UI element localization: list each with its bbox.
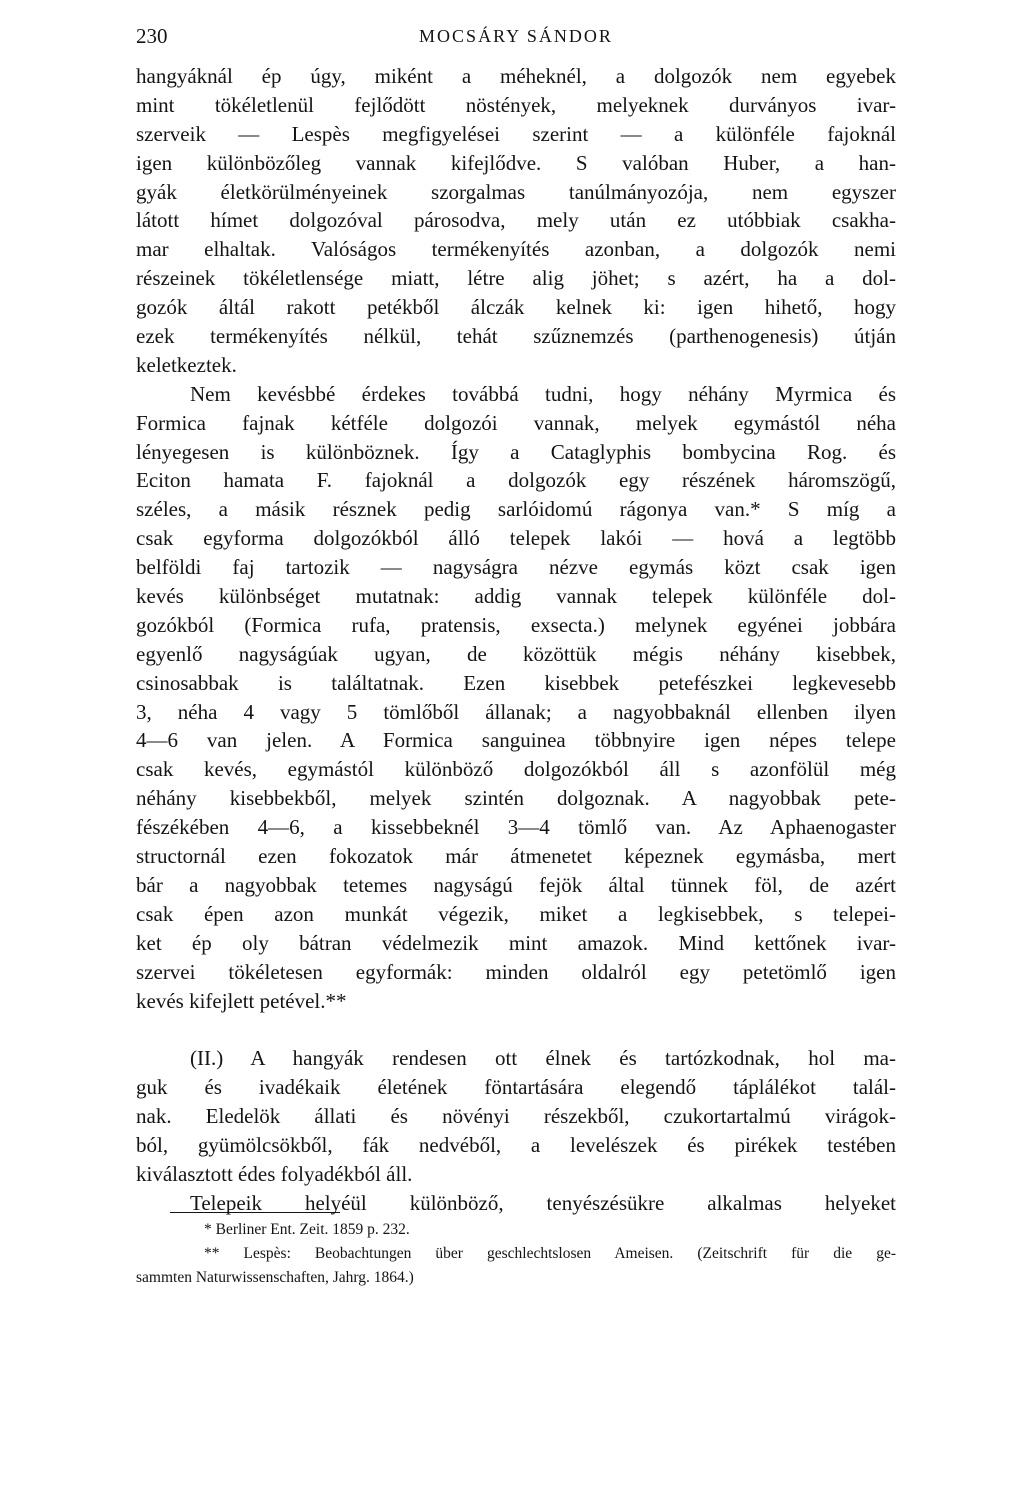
text-line: lényegesen is különböznek. Így a Cataglyphis bombycina Rog. és <box>136 439 896 464</box>
text-line: kiválasztott édes folyadékból áll. <box>136 1161 413 1186</box>
footnote-rule <box>170 1212 340 1213</box>
text-line: látott hímet dolgozóval párosodva, mely után ez utóbbiak csakha- <box>136 208 896 233</box>
text-line: ket ép oly bátran védelmezik mint amazok. Mind kettőnek ivar- <box>136 930 896 955</box>
text-line: Nem kevésbbé érdekes továbbá tudni, hogy néhány Myrmica és <box>190 381 896 406</box>
text-line: kevés különbséget mutatnak: addig vannak telepek különféle dol- <box>136 584 896 609</box>
text-line: Eciton hamata F. fajoknál a dolgozók egy részének háromszögű, <box>136 468 896 493</box>
text-line: ból, gyümölcsökből, fák nedvéből, a levelészek és pirékek testében <box>136 1133 896 1158</box>
text-line: kevés kifejlett petével.** <box>136 988 347 1013</box>
text-line: Telepeik helyéül különböző, tenyészésükre alkalmas helyeket <box>190 1190 896 1215</box>
paragraph-gap <box>136 1015 896 1044</box>
text-line: nak. Eledelök állati és növényi részekből, czukortartalmú virágok- <box>136 1104 896 1129</box>
text-line: csak kevés, egymástól különböző dolgozókból áll s azonfölül még <box>136 757 896 782</box>
text-line: (II.) A hangyák rendesen ott élnek és tartózkodnak, hol ma- <box>190 1046 896 1071</box>
text-line: mar elhaltak. Valóságos termékenyítés azonban, a dolgozók nemi <box>136 237 896 262</box>
text-line: mint tökéletlenül fejlődött nöstények, melyeknek durványos ivar- <box>136 92 896 117</box>
footnote-2-continued: sammten Naturwissenschaften, Jahrg. 1864.) <box>136 1269 414 1286</box>
text-line: guk és ivadékaik életének föntartására elegendő táplálékot talál- <box>136 1075 896 1100</box>
text-line: csinosabbak is találtatnak. Ezen kisebbek petefészkei legkevesebb <box>136 670 896 695</box>
text-line: 4—6 van jelen. A Formica sanguinea többnyire igen népes telepe <box>136 728 896 753</box>
text-line: néhány kisebbekből, melyek szintén dolgoznak. A nagyobbak pete- <box>136 786 896 811</box>
text-line: szervei tökéletesen egyformák: minden oldalról egy petetömlő igen <box>136 959 896 984</box>
text-line: bár a nagyobbak tetemes nagyságú fejök által tünnek föl, de azért <box>136 872 896 897</box>
text-line: keletkeztek. <box>136 352 237 377</box>
text-line: részeinek tökéletlensége miatt, létre alig jöhet; s azért, ha a dol- <box>136 266 896 291</box>
text-line: Formica fajnak kétféle dolgozói vannak, melyek egymástól néha <box>136 410 896 435</box>
text-line: structornál ezen fokozatok már átmenetet képeznek egymásba, mert <box>136 844 896 869</box>
text-line: fészékében 4—6, a kissebbeknél 3—4 tömlő van. Az Aphaenogaster <box>136 815 896 840</box>
text-line: széles, a másik résznek pedig sarlóidomú rágonya van.* S míg a <box>136 497 896 522</box>
running-head: MOCSÁRY SÁNDOR <box>419 26 613 46</box>
text-line: belföldi faj tartozik — nagyságra nézve egymás közt csak igen <box>136 555 896 580</box>
text-line: szerveik — Lespès megfigyelései szerint — a különféle fajoknál <box>136 121 896 146</box>
text-line: 3, néha 4 vagy 5 tömlőből állanak; a nagyobbaknál ellenben ilyen <box>136 699 896 724</box>
text-line: csak épen azon munkát végezik, miket a legkisebbek, s telepei- <box>136 901 896 926</box>
footnotes <box>136 1218 896 1290</box>
page-header <box>136 24 896 56</box>
footnote-1: * Berliner Ent. Zeit. 1859 p. 232. <box>204 1221 410 1238</box>
text-line: ezek termékenyítés nélkül, tehát szűznemzés (parthenogenesis) útján <box>136 324 896 349</box>
text-line: hangyáknál ép úgy, miként a méheknél, a dolgozók nem egyebek <box>136 64 896 88</box>
text-line: egyenlő nagyságúak ugyan, de közöttük mégis néhány kisebbek, <box>136 641 896 666</box>
text-line: gozókból (Formica rufa, pratensis, exsecta.) melynek egyénei jobbára <box>136 612 896 637</box>
text-line: igen különbözőleg vannak kifejlődve. S valóban Huber, a han- <box>136 150 896 175</box>
text-line: gozók áltál rakott petékből álczák kelnek ki: igen hihető, hogy <box>136 295 896 320</box>
body-text <box>136 62 896 1218</box>
text-line: gyák életkörülményeinek szorgalmas tanúlmányozója, nem egyszer <box>136 179 896 204</box>
text-line: csak egyforma dolgozókból álló telepek lakói — hová a legtöbb <box>136 526 896 551</box>
footnote-2: ** Lespès: Beobachtungen über geschlechtslosen Ameisen. (Zeitschrift für die ge- <box>204 1245 896 1262</box>
page-number: 230 <box>136 24 168 48</box>
